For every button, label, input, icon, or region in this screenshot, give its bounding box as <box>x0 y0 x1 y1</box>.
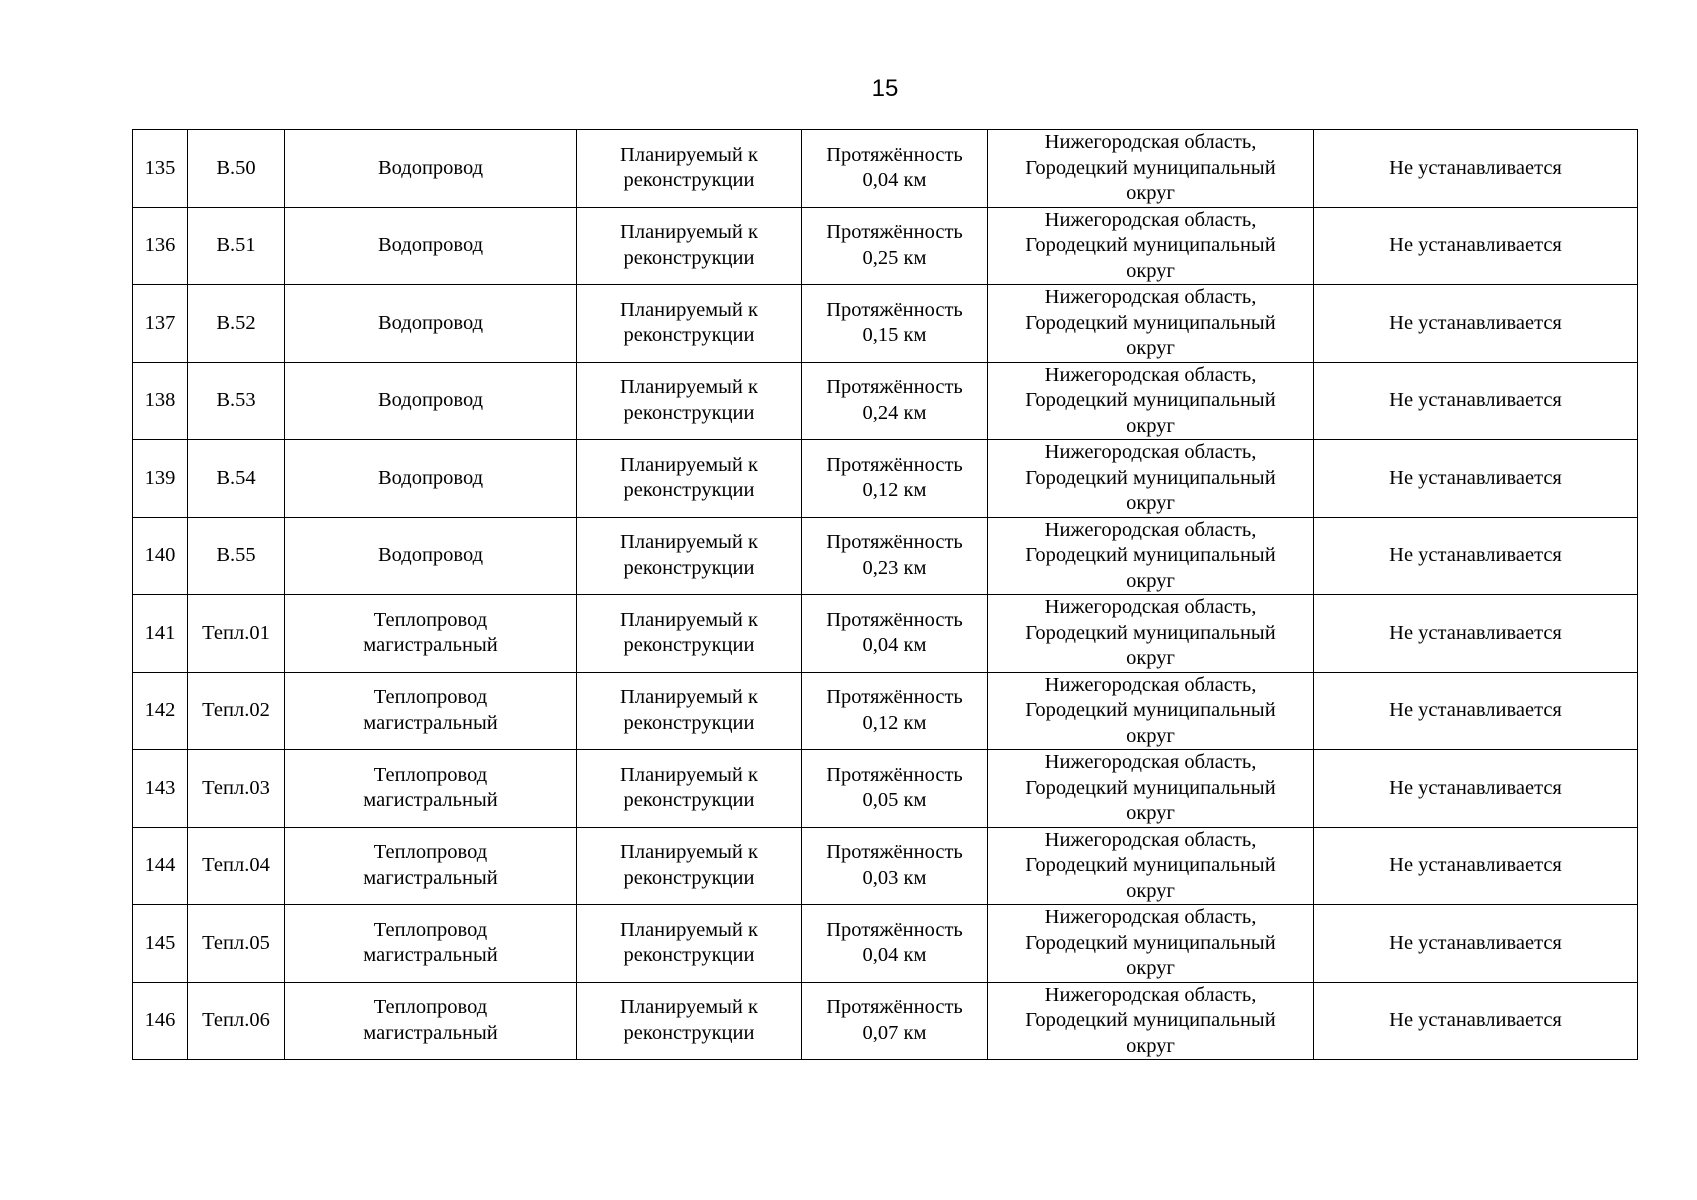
protection-zone-cell: Не устанавливается <box>1314 285 1638 363</box>
object-code-cell: В.50 <box>188 130 285 208</box>
row-number-cell: 142 <box>133 672 188 750</box>
object-name-line: Водопровод <box>377 311 484 334</box>
object-status-cell <box>577 672 802 750</box>
object-length-line: 0,04 км <box>862 169 927 192</box>
object-status-line: реконструкции <box>623 169 755 192</box>
table-row <box>133 362 1638 440</box>
object-name-cell <box>285 517 577 595</box>
protection-zone-cell: Не устанавливается <box>1314 982 1638 1060</box>
object-name-line: Водопровод <box>377 156 484 179</box>
object-length-line: Протяжённость <box>826 453 963 476</box>
object-code-cell: В.53 <box>188 362 285 440</box>
protection-zone-cell: Не устанавливается <box>1314 440 1638 518</box>
object-name-cell <box>285 595 577 673</box>
object-location-cell <box>988 517 1314 595</box>
object-length-line: Протяжённость <box>826 143 963 166</box>
object-code-cell: Тепл.06 <box>188 982 285 1060</box>
object-length-line: Протяжённость <box>826 686 963 709</box>
object-name-cell <box>285 982 577 1060</box>
object-name-line: магистральный <box>363 789 498 812</box>
object-name-line: Теплопровод <box>373 996 488 1019</box>
object-location-line: Нижегородская область, <box>1044 983 1257 1006</box>
object-location-line: Городецкий муниципальный <box>1025 544 1276 566</box>
object-location-line: Городецкий муниципальный <box>1025 1009 1276 1031</box>
object-location-line: Нижегородская область, <box>1044 363 1257 386</box>
object-code-cell: Тепл.02 <box>188 672 285 750</box>
object-name-line: магистральный <box>363 944 498 967</box>
object-location-line: округ <box>1126 414 1175 437</box>
row-number-cell: 143 <box>133 750 188 828</box>
page-number: 15 <box>871 75 899 102</box>
row-number-cell: 144 <box>133 827 188 905</box>
object-status-line: Планируемый к <box>620 221 758 244</box>
object-location-line: округ <box>1126 492 1175 514</box>
object-status-line: реконструкции <box>623 556 755 579</box>
object-length-cell <box>802 517 988 595</box>
objects-table <box>132 129 1638 1060</box>
table-row <box>133 982 1638 1060</box>
table-body <box>133 130 1638 1060</box>
object-status-line: Планируемый к <box>620 686 758 709</box>
object-status-line: реконструкции <box>623 1021 755 1044</box>
protection-zone-cell: Не устанавливается <box>1314 905 1638 983</box>
object-length-line: 0,15 км <box>862 324 927 347</box>
object-length-cell <box>802 672 988 750</box>
object-location-cell <box>988 672 1314 750</box>
object-status-cell <box>577 440 802 518</box>
object-length-line: Протяжённость <box>826 608 963 631</box>
table-row <box>133 750 1638 828</box>
object-name-cell <box>285 440 577 518</box>
object-status-line: реконструкции <box>623 324 755 347</box>
object-length-cell <box>802 130 988 208</box>
row-number-cell: 139 <box>133 440 188 518</box>
object-location-cell <box>988 595 1314 673</box>
object-name-line: Теплопровод <box>373 763 488 786</box>
object-length-line: 0,04 км <box>862 944 927 967</box>
object-name-cell <box>285 827 577 905</box>
table-row <box>133 672 1638 750</box>
object-status-line: Планируемый к <box>620 608 758 631</box>
object-length-cell <box>802 362 988 440</box>
object-location-line: округ <box>1126 182 1175 204</box>
object-location-cell <box>988 827 1314 905</box>
object-name-cell <box>285 905 577 983</box>
object-name-cell <box>285 750 577 828</box>
object-name-line: Теплопровод <box>373 841 488 864</box>
row-number-cell: 146 <box>133 982 188 1060</box>
table-row <box>133 905 1638 983</box>
object-status-cell <box>577 362 802 440</box>
object-location-line: Нижегородская область, <box>1044 828 1257 851</box>
object-status-line: Планируемый к <box>620 918 758 941</box>
object-code-cell: Тепл.04 <box>188 827 285 905</box>
object-name-line: Теплопровод <box>373 608 488 631</box>
object-length-line: 0,24 км <box>862 401 927 424</box>
table-row <box>133 827 1638 905</box>
object-length-cell <box>802 982 988 1060</box>
object-status-line: Планируемый к <box>620 143 758 166</box>
object-status-line: Планируемый к <box>620 298 758 321</box>
object-code-cell: В.55 <box>188 517 285 595</box>
table-row <box>133 517 1638 595</box>
object-status-line: реконструкции <box>623 711 755 734</box>
object-location-cell <box>988 362 1314 440</box>
protection-zone-cell: Не устанавливается <box>1314 207 1638 285</box>
row-number-cell: 141 <box>133 595 188 673</box>
row-number-cell: 145 <box>133 905 188 983</box>
object-code-cell: Тепл.01 <box>188 595 285 673</box>
object-name-line: магистральный <box>363 1021 498 1044</box>
object-location-cell <box>988 440 1314 518</box>
row-number-cell: 136 <box>133 207 188 285</box>
table-row <box>133 130 1638 208</box>
object-location-line: Нижегородская область, <box>1044 751 1257 773</box>
object-status-line: реконструкции <box>623 944 755 967</box>
object-location-line: округ <box>1126 337 1175 359</box>
object-length-line: 0,05 км <box>862 789 927 812</box>
protection-zone-cell: Не устанавливается <box>1314 362 1638 440</box>
object-status-line: реконструкции <box>623 789 755 812</box>
object-name-cell <box>285 130 577 208</box>
object-location-line: округ <box>1126 957 1175 979</box>
object-location-line: округ <box>1126 879 1175 902</box>
object-status-cell <box>577 207 802 285</box>
object-code-cell: Тепл.03 <box>188 750 285 828</box>
object-name-line: Теплопровод <box>373 918 488 941</box>
protection-zone-cell: Не устанавливается <box>1314 750 1638 828</box>
object-status-line: Планируемый к <box>620 841 758 864</box>
object-location-cell <box>988 905 1314 983</box>
object-name-line: магистральный <box>363 634 498 657</box>
object-status-line: реконструкции <box>623 479 755 502</box>
object-location-line: Нижегородская область, <box>1044 596 1257 618</box>
object-name-line: магистральный <box>363 866 498 889</box>
object-status-line: Планируемый к <box>620 453 758 476</box>
object-name-line: Водопровод <box>377 466 484 489</box>
object-name-line: Водопровод <box>377 389 484 411</box>
object-code-cell: В.52 <box>188 285 285 363</box>
object-location-line: Городецкий муниципальный <box>1025 389 1276 411</box>
object-name-line: Водопровод <box>377 234 484 256</box>
object-length-line: Протяжённость <box>826 376 963 399</box>
table-row <box>133 595 1638 673</box>
object-location-line: Нижегородская область, <box>1044 286 1257 308</box>
object-length-line: Протяжённость <box>826 298 963 321</box>
object-location-line: Городецкий муниципальный <box>1025 156 1276 179</box>
object-location-cell <box>988 207 1314 285</box>
object-location-line: Нижегородская область, <box>1044 518 1257 541</box>
object-location-line: округ <box>1126 569 1175 592</box>
object-name-cell <box>285 672 577 750</box>
protection-zone-cell: Не устанавливается <box>1314 672 1638 750</box>
object-location-line: Нижегородская область, <box>1044 131 1257 153</box>
object-length-line: Протяжённость <box>826 763 963 786</box>
object-location-line: округ <box>1126 802 1175 824</box>
object-length-cell <box>802 905 988 983</box>
object-name-cell <box>285 207 577 285</box>
object-location-line: Нижегородская область, <box>1044 441 1257 463</box>
object-length-cell <box>802 595 988 673</box>
object-location-line: Городецкий муниципальный <box>1025 699 1276 721</box>
object-location-cell <box>988 750 1314 828</box>
row-number-cell: 135 <box>133 130 188 208</box>
object-length-line: Протяжённость <box>826 996 963 1019</box>
table-row <box>133 207 1638 285</box>
object-code-cell: В.54 <box>188 440 285 518</box>
object-status-line: Планируемый к <box>620 376 758 399</box>
object-code-cell: Тепл.05 <box>188 905 285 983</box>
object-location-line: Городецкий муниципальный <box>1025 311 1276 334</box>
object-name-line: Теплопровод <box>373 686 488 709</box>
object-length-line: Протяжённость <box>826 918 963 941</box>
object-status-cell <box>577 982 802 1060</box>
object-length-line: 0,25 км <box>862 246 927 269</box>
row-number-cell: 138 <box>133 362 188 440</box>
object-length-line: Протяжённость <box>826 531 963 554</box>
object-status-cell <box>577 595 802 673</box>
protection-zone-cell: Не устанавливается <box>1314 595 1638 673</box>
object-location-cell <box>988 285 1314 363</box>
object-status-line: реконструкции <box>623 401 755 424</box>
object-length-cell <box>802 440 988 518</box>
object-status-cell <box>577 517 802 595</box>
row-number-cell: 140 <box>133 517 188 595</box>
object-length-cell <box>802 285 988 363</box>
object-location-line: Городецкий муниципальный <box>1025 234 1276 256</box>
object-length-line: 0,04 км <box>862 634 927 657</box>
object-status-cell <box>577 285 802 363</box>
object-status-cell <box>577 750 802 828</box>
object-length-cell <box>802 207 988 285</box>
object-length-line: 0,23 км <box>862 556 927 579</box>
object-name-cell <box>285 285 577 363</box>
object-name-line: магистральный <box>363 711 498 734</box>
object-status-line: реконструкции <box>623 246 755 269</box>
object-location-line: Нижегородская область, <box>1044 906 1257 928</box>
object-location-line: округ <box>1126 1034 1175 1057</box>
object-status-line: Планируемый к <box>620 763 758 786</box>
object-location-line: округ <box>1126 724 1175 747</box>
object-status-cell <box>577 905 802 983</box>
object-status-line: реконструкции <box>623 634 755 657</box>
object-name-cell <box>285 362 577 440</box>
object-location-line: Городецкий муниципальный <box>1025 854 1276 876</box>
table-row <box>133 440 1638 518</box>
object-status-cell <box>577 827 802 905</box>
object-code-cell: В.51 <box>188 207 285 285</box>
object-status-line: Планируемый к <box>620 996 758 1019</box>
object-length-line: 0,07 км <box>862 1021 927 1044</box>
object-location-line: Нижегородская область, <box>1044 673 1257 696</box>
object-length-cell <box>802 827 988 905</box>
object-location-line: округ <box>1126 259 1175 282</box>
object-location-line: округ <box>1126 647 1175 669</box>
object-length-line: 0,03 км <box>862 866 927 889</box>
object-length-line: 0,12 км <box>862 479 927 502</box>
object-location-line: Нижегородская область, <box>1044 208 1257 231</box>
protection-zone-cell: Не устанавливается <box>1314 827 1638 905</box>
object-location-line: Городецкий муниципальный <box>1025 621 1276 644</box>
protection-zone-cell: Не устанавливается <box>1314 517 1638 595</box>
table-row <box>133 285 1638 363</box>
object-location-line: Городецкий муниципальный <box>1025 776 1276 799</box>
object-status-line: реконструкции <box>623 866 755 889</box>
object-length-line: Протяжённость <box>826 841 963 864</box>
object-status-cell <box>577 130 802 208</box>
row-number-cell: 137 <box>133 285 188 363</box>
object-location-line: Городецкий муниципальный <box>1025 931 1276 954</box>
object-name-line: Водопровод <box>377 544 484 566</box>
object-location-line: Городецкий муниципальный <box>1025 466 1276 489</box>
object-length-line: Протяжённость <box>826 221 963 244</box>
object-location-cell <box>988 130 1314 208</box>
object-length-cell <box>802 750 988 828</box>
object-status-line: Планируемый к <box>620 531 758 554</box>
object-length-line: 0,12 км <box>862 711 927 734</box>
protection-zone-cell: Не устанавливается <box>1314 130 1638 208</box>
object-location-cell <box>988 982 1314 1060</box>
